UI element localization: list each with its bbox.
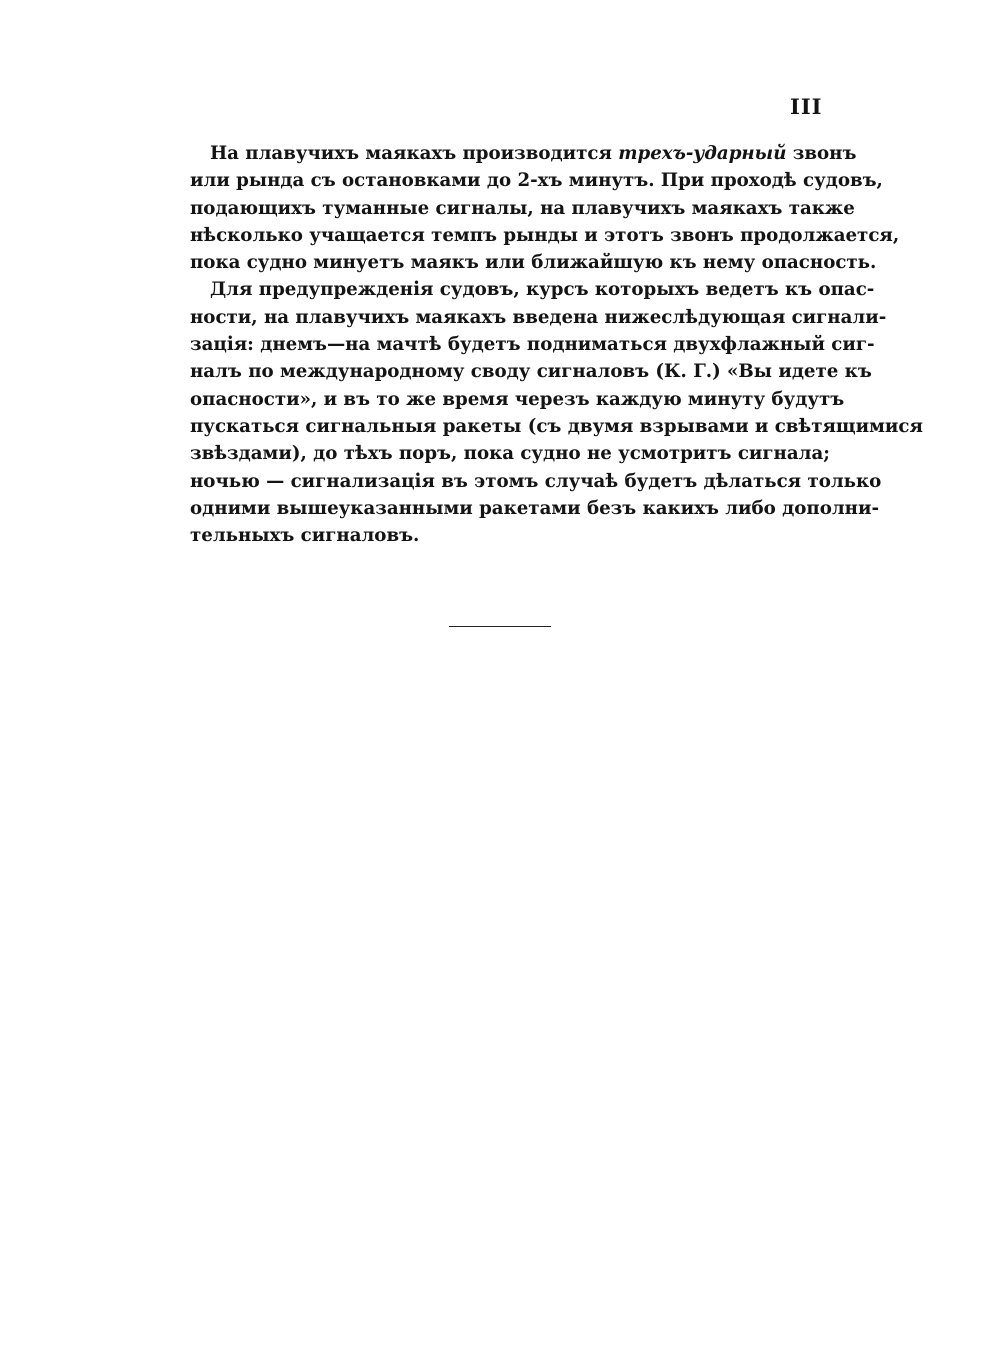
body-text	[190, 140, 923, 549]
page-number: III	[790, 94, 823, 119]
text-line: Для предупрежденія судовъ, курсъ которыхъ ведетъ къ опас-	[210, 279, 875, 301]
text-line: опасности», и въ то же время черезъ каждую минуту будутъ	[190, 388, 845, 410]
text-line: нѣсколько учащается темпъ рынды и этотъ звонъ продолжается,	[190, 224, 900, 246]
text-line: ночью — сигнализація въ этомъ случаѣ будетъ дѣлаться только	[190, 470, 882, 492]
text-line: ности, на плавучихъ маякахъ введена нижеслѣдующая сигнали-	[190, 306, 887, 328]
text-segment: На плавучихъ маякахъ производится	[210, 143, 619, 164]
text-line: одними вышеуказанными ракетами безъ какихъ либо дополни-	[190, 497, 880, 519]
section-end-rule	[449, 626, 551, 627]
text-line	[190, 140, 857, 167]
paragraph-danger-signals	[190, 276, 923, 549]
text-line: налъ по международному своду сигналовъ (К. Г.) «Вы идете къ	[190, 361, 872, 383]
text-line: или рында съ остановками до 2-хъ минутъ. При проходѣ судовъ,	[190, 170, 883, 192]
emphasized-term: трехъ-ударный	[618, 143, 787, 164]
text-line: тельныхъ сигналовъ.	[190, 525, 420, 547]
text-line: зація: днемъ—на мачтѣ будетъ подниматься двухфлажный сиг-	[190, 334, 875, 356]
text-line: пускаться сигнальныя ракеты (съ двумя взрывами и свѣтящимися	[190, 415, 923, 437]
paragraph-floating-lighthouse-bell	[190, 140, 900, 276]
text-line: подающихъ туманные сигналы, на плавучихъ маякахъ также	[190, 197, 855, 219]
text-segment: звонъ	[786, 143, 857, 164]
text-line: пока судно минуетъ маякъ или ближайшую къ нему опасность.	[190, 252, 877, 274]
text-line: звѣздами), до тѣхъ поръ, пока судно не усмотритъ сигнала;	[190, 443, 830, 465]
